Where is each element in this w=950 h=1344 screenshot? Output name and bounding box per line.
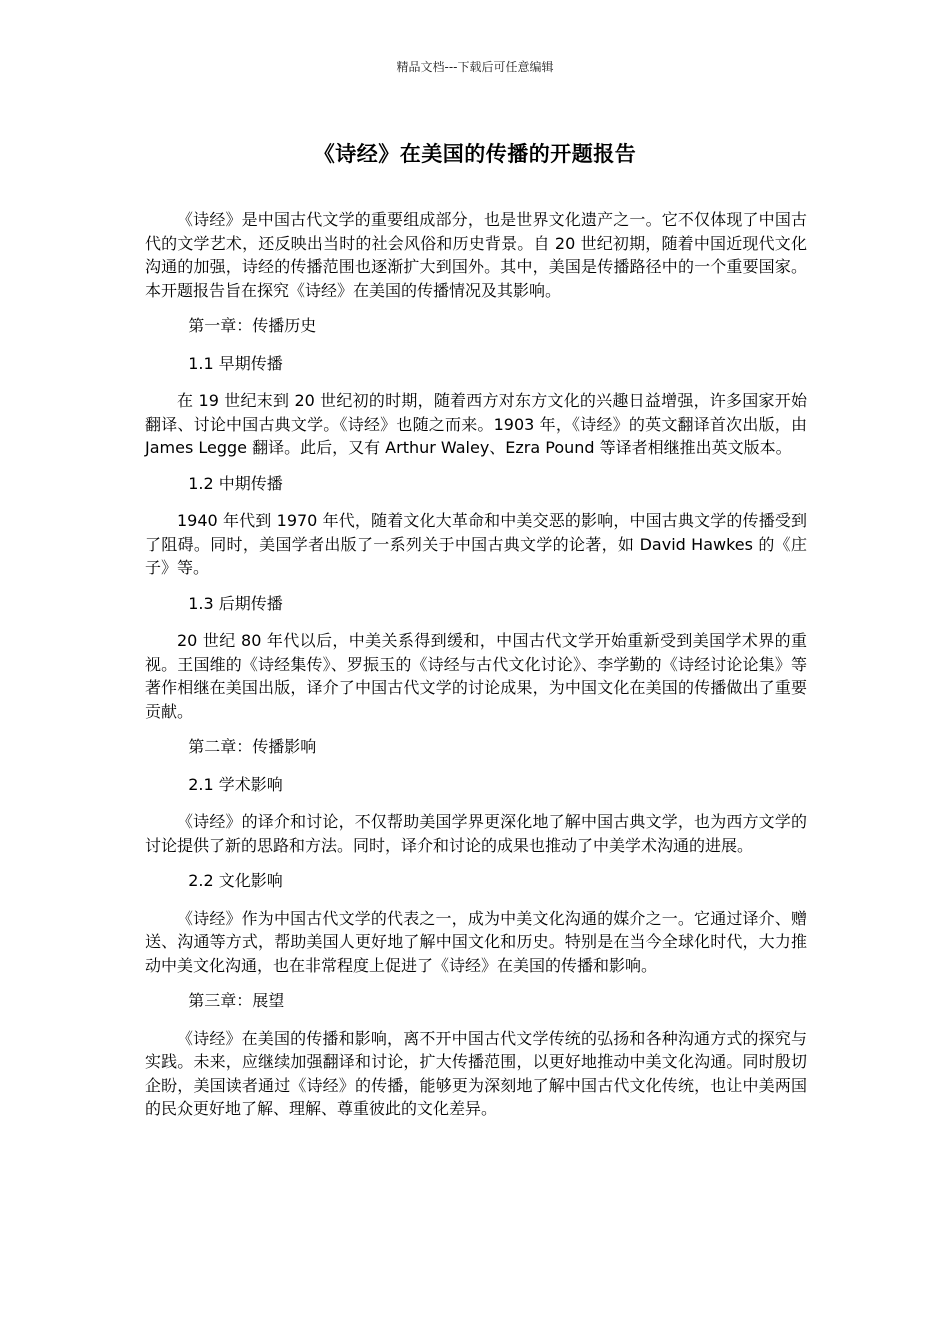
section-paragraph-2-2: 《诗经》作为中国古代文学的代表之一，成为中美文化沟通的媒介之一。它通过译介、赠送、沟通等方式，帮助美国人更好地了解中国文化和历史。特别是在当今全球化时代，大力推动中美文化沟通，也在非常程度上促进了《诗经》在美国的传播和影响。 — [145, 908, 807, 975]
intro-paragraph: 《诗经》是中国古代文学的重要组成部分，也是世界文化遗产之一。它不仅体现了中国古代的文学艺术，还反映出当时的社会风俗和历史背景。自 20 世纪初期，随着中国近现代文化沟通的加强，诗经的传播范围也逐渐扩大到国外。其中，美国是传播路径中的一个重要国家。本开题报告旨在探究《诗经》在美国的传播情况及其影响。 — [145, 210, 807, 300]
document-body — [145, 208, 807, 1133]
section-paragraph-1-3: 20 世纪 80 年代以后，中美关系得到缓和，中国古代文学开始重新受到美国学术界的重视。王国维的《诗经集传》、罗振玉的《诗经与古代文化讨论》、李学勤的《诗经讨论论集》等著作相继在美国出版，译介了中国古代文学的讨论成果，为中国文化在美国的传播做出了重要贡献。 — [145, 631, 807, 721]
section-heading-2-2: 2.2 文化影响 — [188, 871, 283, 890]
page-title: 《诗经》在美国的传播的开题报告 — [313, 142, 637, 166]
section-heading-1-2: 1.2 中期传播 — [188, 473, 283, 493]
chapter-heading-1: 第一章：传播历史 — [188, 316, 317, 335]
section-paragraph-1-2: 1940 年代到 1970 年代，随着文化大革命和中美交恶的影响，中国古典文学的传播受到了阻碍。同时，美国学者出版了一系列关于中国古典文学的论著，如 David Hawkes 的《庄子》等。 — [145, 511, 807, 577]
section-heading-2-1: 2.1 学术影响 — [188, 774, 283, 794]
section-paragraph-1-1: 在 19 世纪末到 20 世纪初的时期，随着西方对东方文化的兴趣日益增强，许多国家开始翻译、讨论中国古典文学。《诗经》也随之而来。1903 年，《诗经》的英文翻译首次出版，由 James Legge 翻译。此后，又有 Arthur Waley、Ezra Pound 等译者相继推出英文版本。 — [145, 391, 807, 457]
section-paragraph-2-1: 《诗经》的译介和讨论，不仅帮助美国学界更深化地了解中国古典文学，也为西方文学的讨论提供了新的思路和方法。同时，译介和讨论的成果也推动了中美学术沟通的进展。 — [145, 812, 807, 855]
section-heading-1-3: 1.3 后期传播 — [188, 593, 283, 613]
section-heading-1-1: 1.1 早期传播 — [188, 353, 283, 373]
outlook-paragraph: 《诗经》在美国的传播和影响，离不开中国古代文学传统的弘扬和各种沟通方式的探究与实践。未来，应继续加强翻译和讨论，扩大传播范围，以更好地推动中美文化沟通。同时殷切企盼，美国读者通过《诗经》的传播，能够更为深刻地了解中国古代文化传统，也让中美两国的民众更好地了解、理解、尊重彼此的文化差异。 — [145, 1028, 807, 1118]
page-header-note: 精品文档---下载后可任意编辑 — [396, 60, 554, 74]
chapter-heading-2: 第二章：传播影响 — [188, 737, 317, 756]
chapter-heading-3: 第三章：展望 — [188, 991, 285, 1010]
